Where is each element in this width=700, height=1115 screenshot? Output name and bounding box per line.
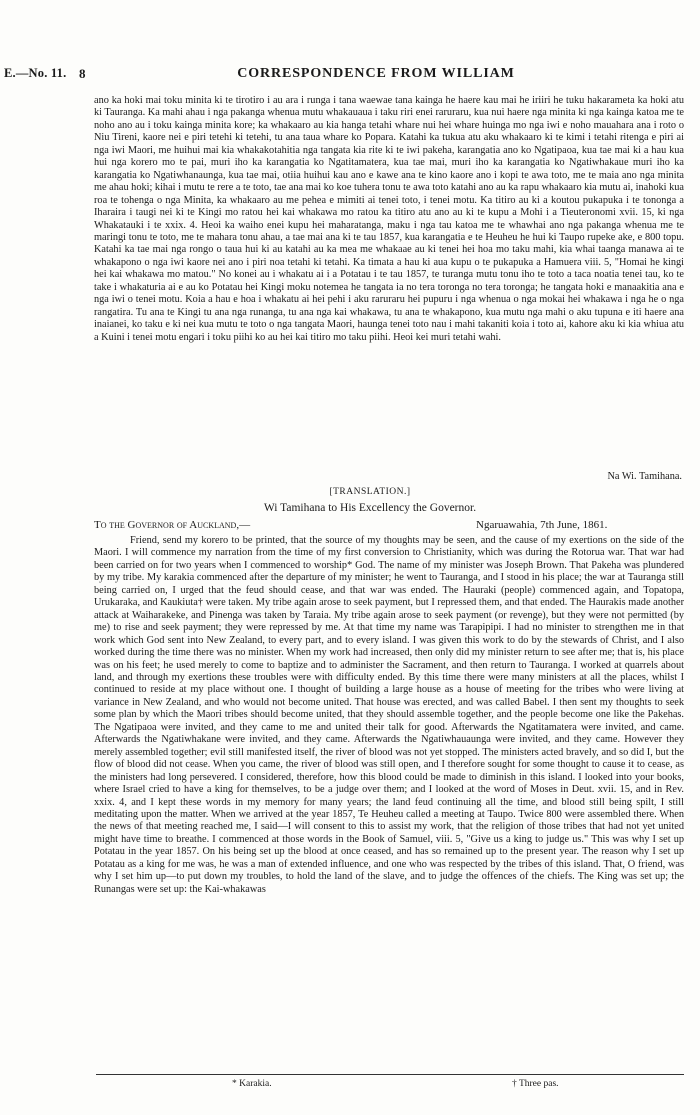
document-reference: E.—No. 11.	[4, 66, 67, 80]
footnote-three-pas: † Three pas.	[512, 1079, 559, 1089]
english-translation-text: Friend, send my korero to be printed, that the source of my thoughts may be seen, and the cause of my exertions on the side of the Maori. I will commence my narration from the time of my first conversion to Christianity, which was during the Rotorua war. That war had been carried on for two years when I commenced to worship* God. The name of my minister was Joseph Brown. That Pakeha was plundered by my tribe. My karakia commenced after the departure of my minister; he went to Tauranga, and I stood in his place; the war at Tauranga still being carried on, I urged that the feud should cease, and that war was ended. The Hauraki (people) commenced again, and Topatopa, Urukaraka, and Kaukiuta† were taken. My tribe again arose to seek payment, but I repressed them, and that ended. The Haurakis made another attack at Waiharakeke, and Pinenga was taken by Taraia. My tribe again arose to seek payment (or revenge), but they were not permitted (by me) to rise and seek payment; they were repressed by me. At that time my name was Tarapipipi. I had no minister to strengthen me in that work which God sent into New Zealand, to every part, and to every island. I was given this work to do by the stewards of Christ, and I also worked during the time there was no minister. When my work had increased, then only did my minister return to see after me; that is, his place was on his feet; he used merely to come to baptize and to administer the Sacrament, and then return to Tauranga. I worked at quarrels about land, and through my exertions these troubles were with difficulty ended. By this time there were many ministers at all the places, whilst I continued to reside at my place without one. I thought of building a large house as a house of meeting for the tribes who were living at variance in New Zealand, and who would not become united. That house was erected, and was called Babel. I then sent my thoughts to seek some plan by which the Maori tribes should become united, that they should assemble together, and the people become one like the Pakehas. The Ngatipaoa were invited, and they came to me and united their talk for good. Afterwards the Ngatitamatera were invited, and came. Afterwards the Ngatiwhakane were invited, and they came. Afterwards the Ngatiwhauaunga were invited, and they came. However they merely assembled together; evil still manifested itself, the river of blood was not yet stopped. The ministers acted bravely, and so did I, but the flow of blood did not cease. When you came, the river of blood was still open, and I therefore sought for some thought to cause it to cease, as the ministers had long persevered. I considered, therefore, how this blood could be made to diminish in this island. I looked into your books, where Israel cried to have a king for themselves, to be a judge over them; and I looked at the word of Moses in Deut. xvii. 15, and in Rev. xxix. 4, and I kept these words in my memory for many years; the land feud continuing all the time, and blood still being spilt, I still meditating upon the matter. When we arrived at the year 1857, Te Heuheu called a meeting at Taupo. Twice 800 were assembled there. When the news of that meeting reached me, I said—I will consent to this to assist my work, that the religion of those tribes that had not yet united might have time to breathe. I commenced at those words in the Book of Samuel, viii. 5, "Give us a king to judge us." This was why I set up Potatau in the year 1857. On his being set up the blood at once ceased, and has so remained up to the present year. The reason why I set up Potatau as a king for me was, he was a man of extended influence, and one who was respected by the tribes of this island. That, O friend, was why I set him up—to put down my troubles, to hold the land of the slave, and to judge the offences of the chiefs. The King was set up; the Runangas were set up: the Kai-whakawas	[94, 535, 684, 895]
footnote-rule	[96, 1074, 684, 1075]
running-title: CORRESPONDENCE FROM WILLIAM	[237, 66, 515, 81]
footnote-karakia: * Karakia.	[232, 1079, 272, 1089]
page-header	[4, 66, 688, 86]
page-number: 8	[79, 66, 86, 81]
addressee: To the Governor of Auckland,—	[94, 519, 251, 531]
translation-label: [TRANSLATION.]	[329, 487, 411, 497]
place-date: Ngaruawahia, 7th June, 1861.	[476, 519, 608, 531]
translation-title: Wi Tamihana to His Excellency the Governor.	[263, 502, 477, 514]
maori-signature: Na Wi. Tamihana.	[607, 471, 682, 482]
maori-letter-text: ano ka hoki mai toku minita ki te tirotiro i au ara i runga i tana waewae tana kainga he haere kau mai he iriiri he tuku hakarameta ka hoki atu ki Tauranga. Ka mahi ahau i nga pakanga whenua mutu whakauaua i taku riri enei raruraru, kua nui haere nga minita ki nga kainga katoa me te noho ano au i toku kainga minita kore; ka whakaaro au kia hanga tetahi whare nui hei whare huinga mo nga iwi e noho mauahara ana i roto o Niu Tireni, kaore nei e piri tetehi ki tetehi, tu ana taua whare ko Popara. Katahi ka tukua atu aku whakaaro ki te kimi i tetahi ritenga e piri ai nga iwi Maori, me huihui mai kia whakakotahitia nga tangata kia rite ki te iwi pakeha, karangatia ano ko Ngatipaoa, kua tae mai ki a hau kua hui nga korero mo te pai, muri iho ka karangatia ko Ngatitamatera, kua tae mai, muri iho ka karangatia ko Ngatiwhakaue muri iho ka karangatia ko Ngatiwhanaunga, kua tae mai, otiia huihui kau ano e kawe ana te kino kaore ano i kopi te awa toto, me te maia ano nga minita me ahau hoki; kihai i mutu te rere a te toto, tae ana mai ko koe tuhera tonu te awa toto katahi ano au ka rapu whakaaro kia mutu ai, inahoki kua roa te tohenga o nga Minita, ka whakaaro au me pehea e mimiti ai tenei toto, i tenei motu. Ka titiro au ki a koutou pukapuka i te tononga a Iharaira i taugi nei ki te Kingi mo ratou hei kai whakawa mo ratou ka titiro atu ano au ki te kupu a Mohi i a Tieuteronomi xvii. 15, ki nga Whakatauki i te xxix. 4. Heoi ka waiho enei kupu hei maharatanga, maku i nga tau katoa me te whawhai ano nga pakanga whenua me te maringi tonu te toto, me te mahara tonu ahau, a tae mai ana ki te tau 1857, kua karangatia e te Heuheu he hui ki Taupo rupeke ake, e 800 topu. Katahi ka tae mai nga rongo o taua hui ki au katahi au ka mea me whakaae au ki tenei hei hoa mo taku mahi, kia whai taanga manawa ai te whakapono o nga iwi kaore nei ano i piri noa tetahi ki tetahi. Ka timata a hau ki aua kupu o te pukapuka a Hamuera viii. 5, "Homai he kingi hei kai whakawa mo matou." No konei au i whakatu ai i a Potatau i te tau 1857, te turanga mutu tonu iho te toto a taca noatia tenei tau, ko te take i whakaturia ai e au ko Potatau hei Kingi moku notemea he tangata ia no tera toronga no tera toronga; he tangata hoki e manaakitia ana e nga iwi o tenei motu. Koia a hau e hoa i whakatu ai hei pehi i aku raruraru hei pupuru i nga whenua o nga mokai hei whakawa i nga he o nga rangatira. Tu ana te Kingi tu ana nga runanga, tu ana nga kai whakawa, tu ana te whakapono, kua mutu nga mahi o aku tupuna e iti haere ana inaianei, ko taku e ki nei kua mutu te toto o nga tangata Maori, haunga tenei toto nau i mahi takaniti koia i toto ai, kahore aku ki kia whiua atu a Kuini i tenei motu engari i toku piihi ko au hei kai titiro mo taku piihi. Heoi kei muri tetahi wahi.	[94, 95, 684, 343]
